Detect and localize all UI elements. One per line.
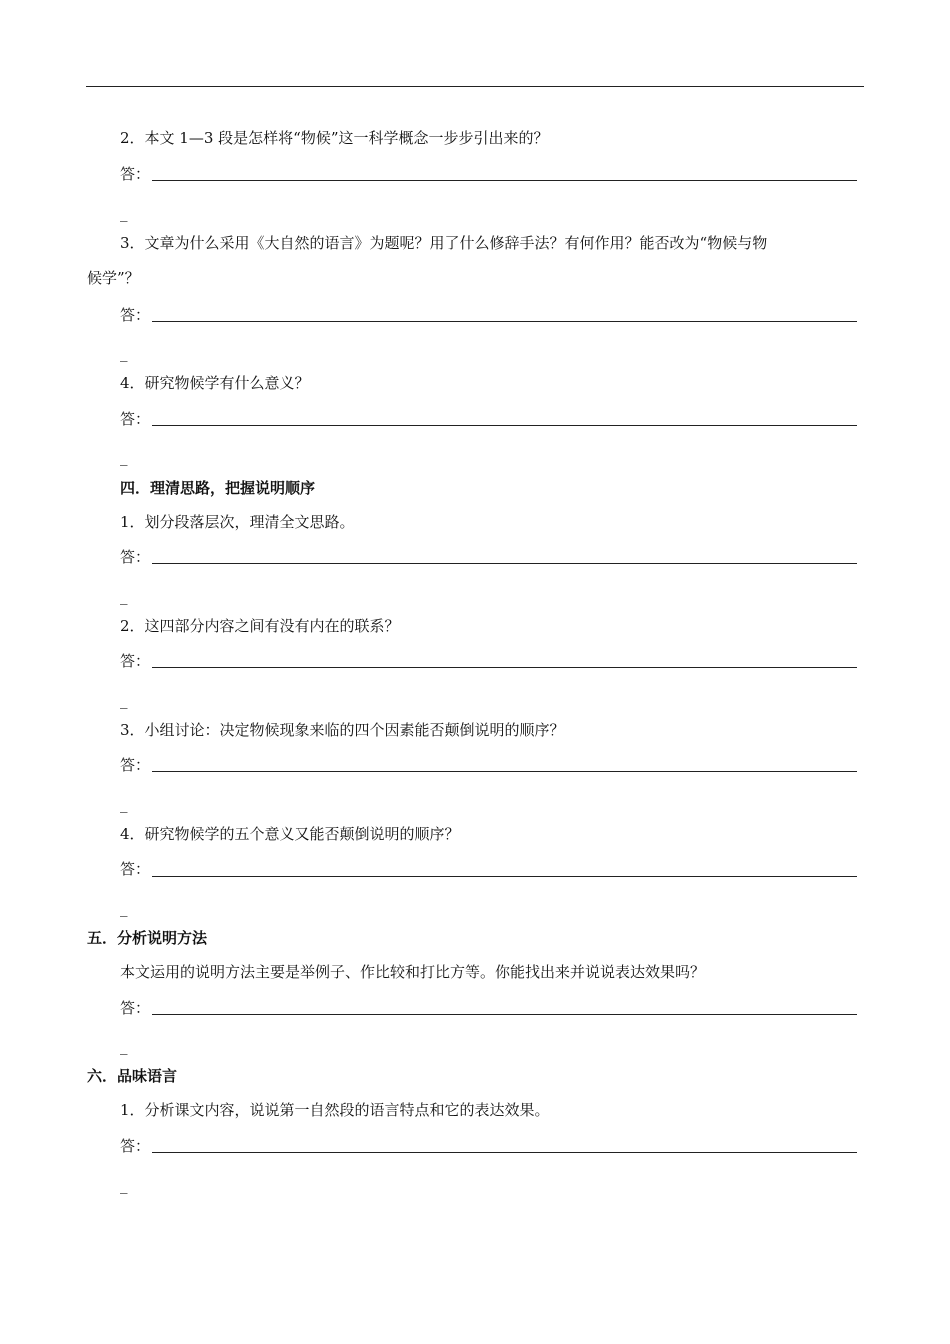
answer-line[interactable] <box>152 425 857 426</box>
section-5-heading: 五．分析说明方法 <box>87 929 208 947</box>
answer-line[interactable] <box>152 1014 857 1015</box>
answer-tail: _ <box>120 204 128 222</box>
answer-label: 答： <box>120 1137 151 1155</box>
answer-label: 答： <box>120 306 151 324</box>
answer-tail: _ <box>120 344 128 362</box>
answer-label: 答： <box>120 165 151 183</box>
section-6-heading: 六．品味语言 <box>87 1067 178 1085</box>
answer-tail: _ <box>120 691 128 709</box>
answer-label: 答： <box>120 999 151 1017</box>
answer-tail: _ <box>120 587 128 605</box>
answer-line[interactable] <box>152 667 857 668</box>
section-4-question-2: 2．这四部分内容之间有没有内在的联系？ <box>120 617 400 635</box>
answer-line[interactable] <box>152 563 857 564</box>
answer-line[interactable] <box>152 771 857 772</box>
answer-line[interactable] <box>152 321 857 322</box>
section-6-question-1: 1．分析课文内容，说说第一自然段的语言特点和它的表达效果。 <box>120 1101 550 1119</box>
question-4: 4．研究物候学有什么意义？ <box>120 374 310 392</box>
answer-label: 答： <box>120 756 151 774</box>
question-2: 2．本文 1—3 段是怎样将“物候”这一科学概念一步步引出来的？ <box>120 129 549 147</box>
answer-line[interactable] <box>152 1152 857 1153</box>
answer-tail: _ <box>120 1176 128 1194</box>
answer-label: 答： <box>120 860 151 878</box>
answer-tail: _ <box>120 795 128 813</box>
section-4-question-4: 4．研究物候学的五个意义又能否颠倒说明的顺序？ <box>120 825 460 843</box>
answer-tail: _ <box>120 899 128 917</box>
answer-line[interactable] <box>152 180 857 181</box>
question-3: 3．文章为什么采用《大自然的语言》为题呢？用了什么修辞手法？有何作用？能否改为“物候与物 <box>120 234 768 252</box>
section-5-text: 本文运用的说明方法主要是举例子、作比较和打比方等。你能找出来并说说表达效果吗？ <box>120 963 706 981</box>
section-4-heading: 四．理清思路，把握说明顺序 <box>120 479 316 497</box>
answer-tail: _ <box>120 448 128 466</box>
answer-label: 答： <box>120 548 151 566</box>
answer-tail: _ <box>120 1037 128 1055</box>
question-3-continued: 候学”？ <box>87 269 140 287</box>
section-4-question-1: 1．划分段落层次，理清全文思路。 <box>120 513 355 531</box>
header-rule <box>86 86 864 87</box>
section-4-question-3: 3．小组讨论：决定物候现象来临的四个因素能否颠倒说明的顺序？ <box>120 721 565 739</box>
answer-label: 答： <box>120 410 151 428</box>
answer-label: 答： <box>120 652 151 670</box>
answer-line[interactable] <box>152 876 857 877</box>
